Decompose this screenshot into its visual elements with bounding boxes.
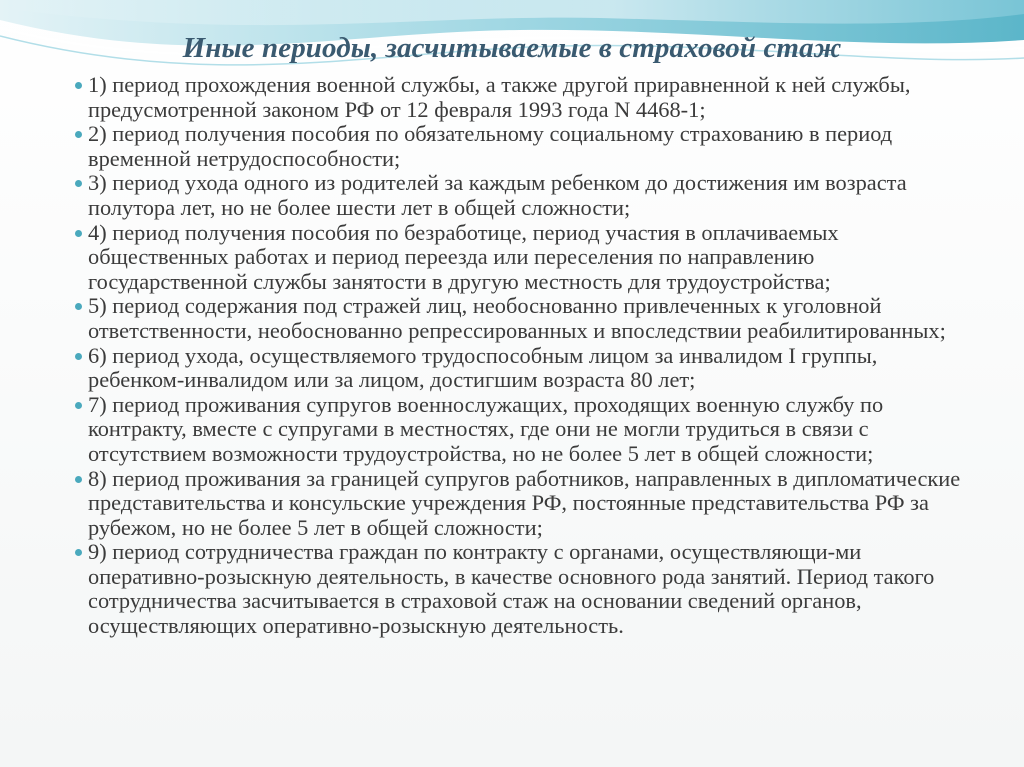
list-item-text: 5) период содержания под стражей лиц, необоснованно привлеченных к уголовной ответственности, необоснованно репрессированных и впоследствии реабилитированных; xyxy=(88,293,946,343)
list-item xyxy=(70,294,970,343)
list-item-text: 8) период проживания за границей супругов работников, направленных в дипломатические представительства и консульские учреждения РФ, постоянные представительства РФ за рубежом, но не более 5 лет в общей сложности; xyxy=(88,465,961,540)
bullet-icon xyxy=(75,476,82,483)
periods-list xyxy=(70,73,970,639)
list-item-text: 3) период ухода одного из родителей за каждым ребенком до достижения им возраста полутора лет, но не более шести лет в общей сложности; xyxy=(88,170,907,220)
list-item xyxy=(70,393,970,467)
bullet-icon xyxy=(75,303,82,310)
bullet-icon xyxy=(75,230,82,237)
bullet-icon xyxy=(75,180,82,187)
list-item xyxy=(70,221,970,295)
bullet-icon xyxy=(75,353,82,360)
list-item-text: 4) период получения пособия по безработице, период участия в оплачиваемых общественных работах и период переезда или переселения по направлению государственной службы занятости в другую местность для трудоустройства; xyxy=(88,219,839,294)
list-item-text: 9) период сотрудничества граждан по контракту с органами, осуществляющи-ми оперативно-розыскную деятельность, в качестве основного рода занятий. Период такого сотрудничества засчитывается в страховой стаж на основании сведений органов, осуществляющих оперативно-розыскную деятельность. xyxy=(88,539,935,639)
bullet-icon xyxy=(75,82,82,89)
bullet-icon xyxy=(75,549,82,556)
list-item xyxy=(70,467,970,541)
bullet-icon xyxy=(75,402,82,409)
list-item xyxy=(70,73,970,122)
list-item xyxy=(70,171,970,220)
slide-title: Иные периоды, засчитываемые в страховой стаж xyxy=(182,32,842,64)
list-item-text: 6) период ухода, осуществляемого трудоспособным лицом за инвалидом I группы, ребенком-инвалидом или за лицом, достигшим возраста 80 лет; xyxy=(88,342,878,393)
bullet-icon xyxy=(75,131,82,138)
list-item xyxy=(70,540,970,638)
list-item-text: 1) период прохождения военной службы, а также другой приравненной к ней службы, предусмотренной законом РФ от 12 февраля 1993 года N 4468-1; xyxy=(88,72,911,122)
list-item-text: 7) период проживания супругов военнослужащих, проходящих военную службу по контракту, вместе с супругами в местностях, где они не могли трудиться в связи с отсутствием возможности трудоустройства, но не более 5 лет в общей сложности; xyxy=(88,391,884,466)
list-item xyxy=(70,344,970,393)
list-item-text: 2) период получения пособия по обязательному социальному страхованию в период временной нетрудоспособности; xyxy=(88,121,893,171)
list-item xyxy=(70,122,970,171)
